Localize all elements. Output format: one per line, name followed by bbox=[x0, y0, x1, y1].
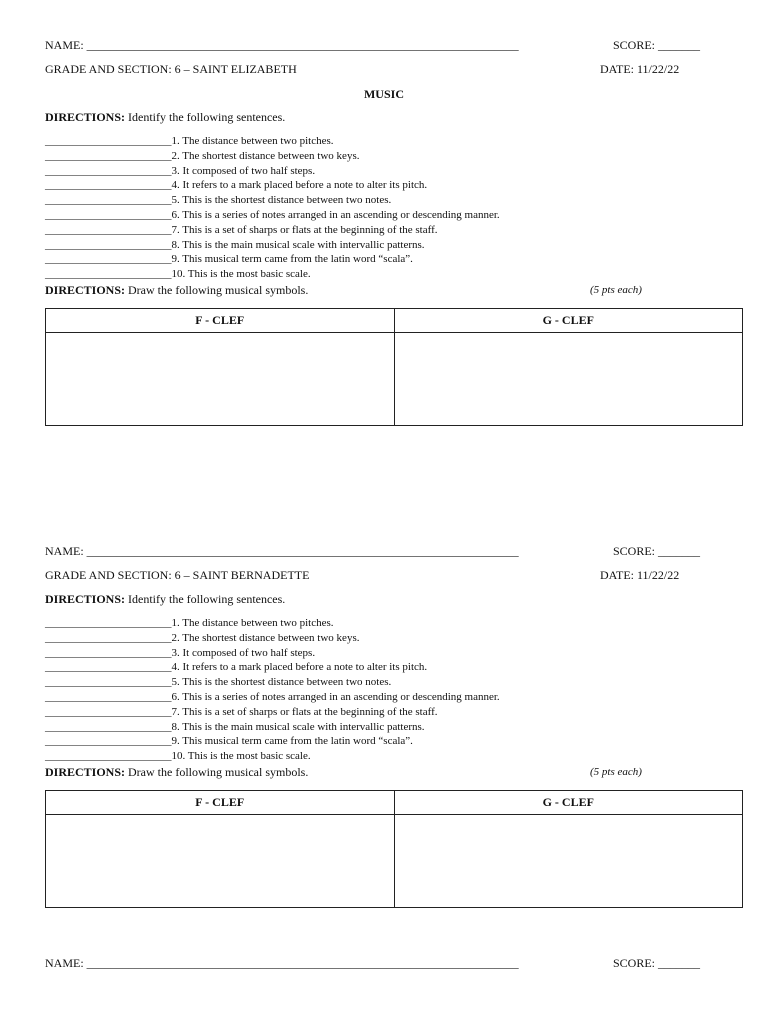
g-clef-header: G - CLEF bbox=[394, 309, 743, 333]
name-line: NAME: ________________________________________________________________________ bbox=[45, 544, 519, 558]
g-clef-answer-box bbox=[394, 333, 743, 426]
name-line: NAME: ________________________________________________________________________ bbox=[45, 38, 519, 52]
f-clef-header: F - CLEF bbox=[46, 791, 395, 815]
question-item: _______________________10. This is the most basic scale. bbox=[45, 750, 311, 763]
directions-label: DIRECTIONS: bbox=[45, 110, 126, 124]
question-item: _______________________2. The shortest distance between two keys. bbox=[45, 631, 360, 644]
directions-identify bbox=[45, 592, 285, 607]
g-clef-answer-box bbox=[394, 815, 743, 908]
grade-section: GRADE AND SECTION: 6 – SAINT BERNADETTE bbox=[45, 568, 310, 582]
directions-label: DIRECTIONS: bbox=[45, 765, 126, 779]
score-line: SCORE: _______ bbox=[613, 544, 701, 558]
f-clef-answer-box bbox=[46, 333, 395, 426]
question-item: _______________________9. This musical term came from the latin word “scala”. bbox=[45, 735, 413, 748]
directions-label: DIRECTIONS: bbox=[45, 283, 126, 297]
clef-table bbox=[45, 308, 743, 426]
question-list bbox=[45, 616, 500, 764]
points-note: (5 pts each) bbox=[590, 766, 642, 778]
question-list bbox=[45, 134, 500, 282]
question-item: _______________________4. It refers to a mark placed before a note to alter its pitch. bbox=[45, 661, 428, 674]
directions-text: Identify the following sentences. bbox=[125, 110, 286, 124]
directions-draw bbox=[45, 283, 308, 298]
score-line: SCORE: _______ bbox=[613, 38, 701, 52]
question-item: _______________________10. This is the most basic scale. bbox=[45, 268, 311, 281]
question-item: _______________________7. This is a set of sharps or flats at the beginning of the staff. bbox=[45, 705, 438, 718]
date: DATE: 11/22/22 bbox=[600, 568, 680, 582]
question-item: _______________________5. This is the shortest distance between two notes. bbox=[45, 676, 392, 689]
question-item: _______________________3. It composed of two half steps. bbox=[45, 164, 316, 177]
question-item: _______________________8. This is the main musical scale with intervallic patterns. bbox=[45, 720, 425, 733]
directions-draw bbox=[45, 765, 308, 780]
question-item: _______________________8. This is the main musical scale with intervallic patterns. bbox=[45, 238, 425, 251]
name-line: NAME: ________________________________________________________________________ bbox=[45, 956, 519, 970]
question-item: _______________________1. The distance between two pitches. bbox=[45, 135, 334, 147]
question-item: _______________________6. This is a series of notes arranged in an ascending or descending manner. bbox=[45, 208, 500, 221]
question-item: _______________________7. This is a set of sharps or flats at the beginning of the staff. bbox=[45, 223, 438, 236]
directions-text: Identify the following sentences. bbox=[125, 592, 286, 606]
grade-section: GRADE AND SECTION: 6 – SAINT ELIZABETH bbox=[45, 62, 297, 76]
score-line: SCORE: _______ bbox=[613, 956, 701, 970]
question-item: _______________________3. It composed of two half steps. bbox=[45, 646, 316, 659]
question-item: _______________________5. This is the shortest distance between two notes. bbox=[45, 194, 392, 207]
question-item: _______________________2. The shortest distance between two keys. bbox=[45, 149, 360, 162]
directions-text: Draw the following musical symbols. bbox=[125, 765, 309, 779]
question-item: _______________________6. This is a series of notes arranged in an ascending or descending manner. bbox=[45, 690, 500, 703]
directions-label: DIRECTIONS: bbox=[45, 592, 126, 606]
question-item: _______________________9. This musical term came from the latin word “scala”. bbox=[45, 253, 413, 266]
subject-title: MUSIC bbox=[363, 87, 404, 101]
g-clef-header: G - CLEF bbox=[394, 791, 743, 815]
f-clef-answer-box bbox=[46, 815, 395, 908]
directions-identify bbox=[45, 110, 285, 125]
clef-table bbox=[45, 790, 743, 908]
question-item: _______________________4. It refers to a mark placed before a note to alter its pitch. bbox=[45, 179, 428, 192]
f-clef-header: F - CLEF bbox=[46, 309, 395, 333]
question-item: _______________________1. The distance between two pitches. bbox=[45, 617, 334, 629]
points-note: (5 pts each) bbox=[590, 284, 642, 296]
date: DATE: 11/22/22 bbox=[600, 62, 680, 76]
directions-text: Draw the following musical symbols. bbox=[125, 283, 309, 297]
